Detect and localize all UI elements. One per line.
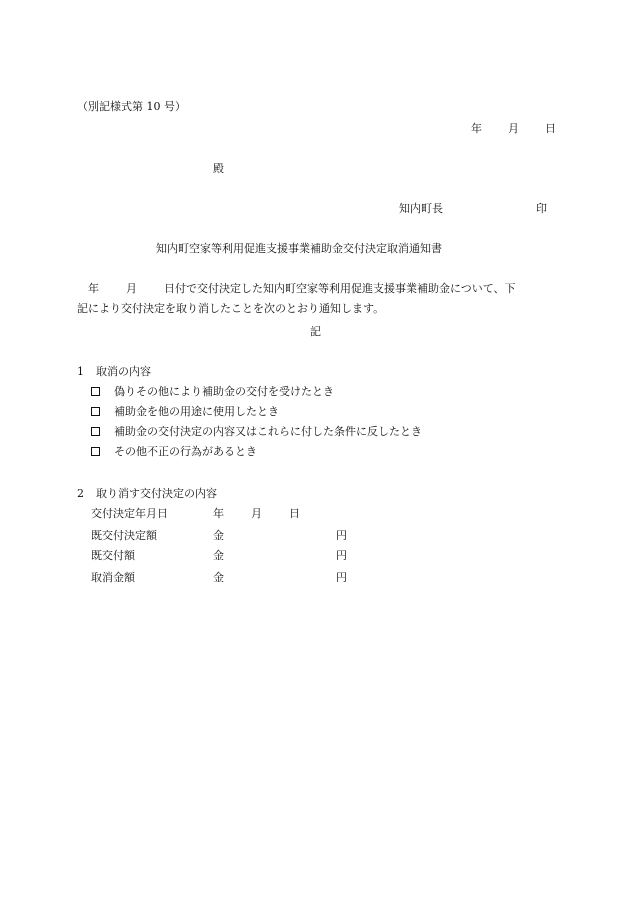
checkbox-icon[interactable] [91, 385, 100, 399]
seal-mark: 印 [536, 202, 547, 215]
cancel-reason-item: 補助金の交付決定の内容又はこれらに付した条件に反したとき [114, 425, 422, 438]
body-month: 月 [126, 282, 137, 295]
cancel-reason-item: 補助金を他の用途に使用したとき [114, 405, 279, 418]
amount-label: 既交付額 [91, 549, 135, 562]
decision-date-label: 交付決定年月日 [91, 507, 168, 520]
amount-unit: 円 [336, 549, 347, 562]
section-2-heading: 取り消す交付決定の内容 [96, 487, 217, 500]
amount-unit: 円 [336, 571, 347, 584]
body-line1-rest: 日付で交付決定した知内町空家等利用促進支援事業補助金について、下 [164, 282, 516, 295]
cancel-reason-item: 偽りその他により補助金の交付を受けたとき [114, 385, 334, 398]
date-month: 月 [508, 122, 519, 135]
body-line2: 記により交付決定を取り消したことを次のとおり通知します。 [77, 302, 385, 315]
section-1-heading: 取消の内容 [96, 365, 151, 378]
amount-label: 取消金額 [91, 571, 135, 584]
body-year: 年 [88, 282, 99, 295]
decision-date-year: 年 [213, 507, 224, 520]
checkbox-icon[interactable] [91, 425, 100, 439]
amount-unit: 円 [336, 529, 347, 542]
amount-prefix: 金 [213, 529, 224, 542]
issuer-title: 知内町長 [399, 202, 443, 215]
document-title: 知内町空家等利用促進支援事業補助金交付決定取消通知書 [156, 242, 442, 255]
date-year: 年 [471, 122, 482, 135]
form-number: （別記様式第 10 号） [77, 100, 186, 113]
amount-label: 既交付決定額 [91, 529, 157, 542]
cancel-reason-item: その他不正の行為があるとき [114, 445, 257, 458]
ki-mark: 記 [310, 325, 321, 338]
date-day: 日 [545, 122, 556, 135]
amount-prefix: 金 [213, 571, 224, 584]
checkbox-icon[interactable] [91, 405, 100, 419]
section-2-number: 2 [77, 487, 84, 500]
addressee-suffix: 殿 [213, 162, 224, 175]
section-1-number: 1 [77, 365, 84, 378]
decision-date-month: 月 [251, 507, 262, 520]
amount-prefix: 金 [213, 549, 224, 562]
checkbox-icon[interactable] [91, 445, 100, 459]
decision-date-day: 日 [289, 507, 300, 520]
